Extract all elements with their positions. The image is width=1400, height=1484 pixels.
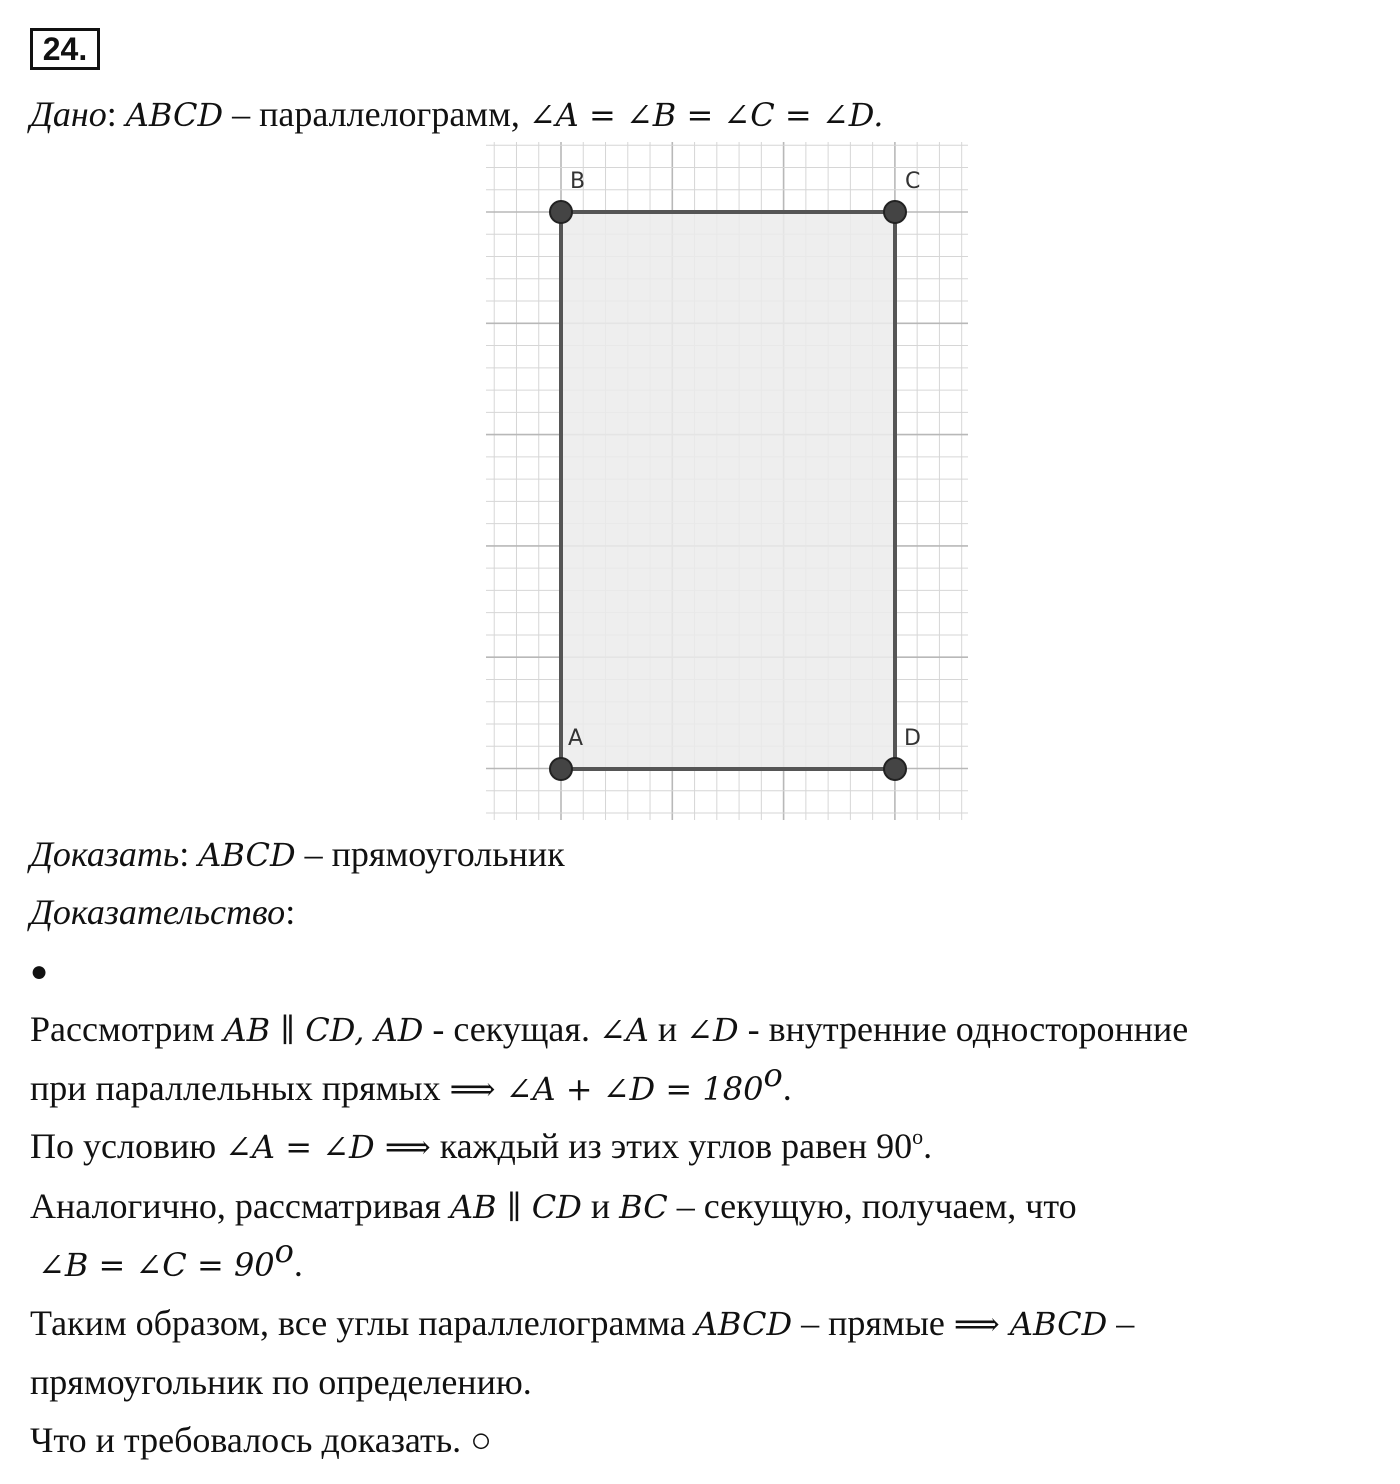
math: ∠B = ∠C = 90 — [38, 1246, 275, 1284]
rectangle-figure — [486, 142, 968, 820]
text: - внутренние односторонние — [738, 1009, 1189, 1049]
math: ⟹ ∠A + ∠D = 180 — [449, 1070, 764, 1108]
text: – секущую, получаем, что — [667, 1186, 1077, 1226]
label-c: C — [905, 169, 921, 194]
prove-text: – прямоугольник — [295, 834, 565, 874]
degree: o — [274, 1232, 294, 1270]
proof-heading: Доказательство: — [30, 892, 296, 932]
prove-label: Доказать — [30, 834, 180, 874]
text: и — [648, 1009, 687, 1049]
proof-line-7: прямоугольник по определению. — [30, 1362, 532, 1402]
math: ∠A = ∠D ⟹ — [225, 1128, 431, 1166]
math: ∠A — [598, 1011, 649, 1049]
proof-line-5 — [38, 1232, 303, 1287]
text: и — [581, 1186, 620, 1226]
proof-line-2 — [30, 1056, 792, 1111]
rectangle-abcd — [561, 212, 895, 769]
math: AB ∥ CD — [449, 1188, 582, 1226]
text: каждый из этих углов равен 90 — [430, 1126, 913, 1166]
given-line: Дано: ABCD – параллелограмм, ∠A = ∠B = ∠C = ∠D. — [30, 94, 884, 134]
given-text: – параллелограмм, — [223, 94, 529, 134]
text: - секущая. — [423, 1009, 599, 1049]
proof-line-4 — [30, 1184, 1077, 1229]
degree: o — [763, 1056, 783, 1094]
text: . — [293, 1244, 303, 1284]
math: ∠D — [686, 1011, 739, 1049]
proof-label: Доказательство — [30, 892, 286, 932]
label-d: D — [904, 726, 921, 751]
text: . — [923, 1126, 933, 1166]
label-b: B — [570, 169, 586, 194]
math: ABCD — [694, 1305, 793, 1343]
label-a: A — [568, 726, 584, 751]
bullet: ● — [30, 955, 49, 988]
text: По условию — [30, 1126, 226, 1166]
text: Таким образом, все углы параллелограмма — [30, 1303, 695, 1343]
point-c — [884, 201, 906, 223]
text: Рассмотрим — [30, 1009, 224, 1049]
given-label: Дано — [30, 94, 107, 134]
text: – — [1107, 1303, 1135, 1343]
proof-line-3 — [30, 1124, 932, 1169]
prove-line: Доказать: ABCD – прямоугольник — [30, 834, 565, 874]
prove-figure: ABCD — [198, 836, 296, 874]
task-number: 24. — [30, 28, 100, 70]
math: ⟹ ABCD — [953, 1305, 1108, 1343]
proof-line-6 — [30, 1301, 1134, 1346]
point-b — [550, 201, 572, 223]
point-d — [884, 758, 906, 780]
degree: o — [912, 1124, 924, 1149]
given-figure: ABCD — [125, 96, 224, 134]
given-condition: ∠A = ∠B = ∠C = ∠D. — [528, 96, 884, 134]
text: при параллельных прямых — [30, 1068, 450, 1108]
text: – прямые — [792, 1303, 954, 1343]
text: . — [782, 1068, 792, 1108]
proof-line-1 — [30, 1007, 1188, 1052]
math: AB ∥ CD, AD — [223, 1011, 424, 1049]
proof-line-8: Что и требовалось доказать. ○ — [30, 1420, 492, 1460]
point-a — [550, 758, 572, 780]
math: BC — [619, 1188, 668, 1226]
text: Аналогично, рассматривая — [30, 1186, 450, 1226]
